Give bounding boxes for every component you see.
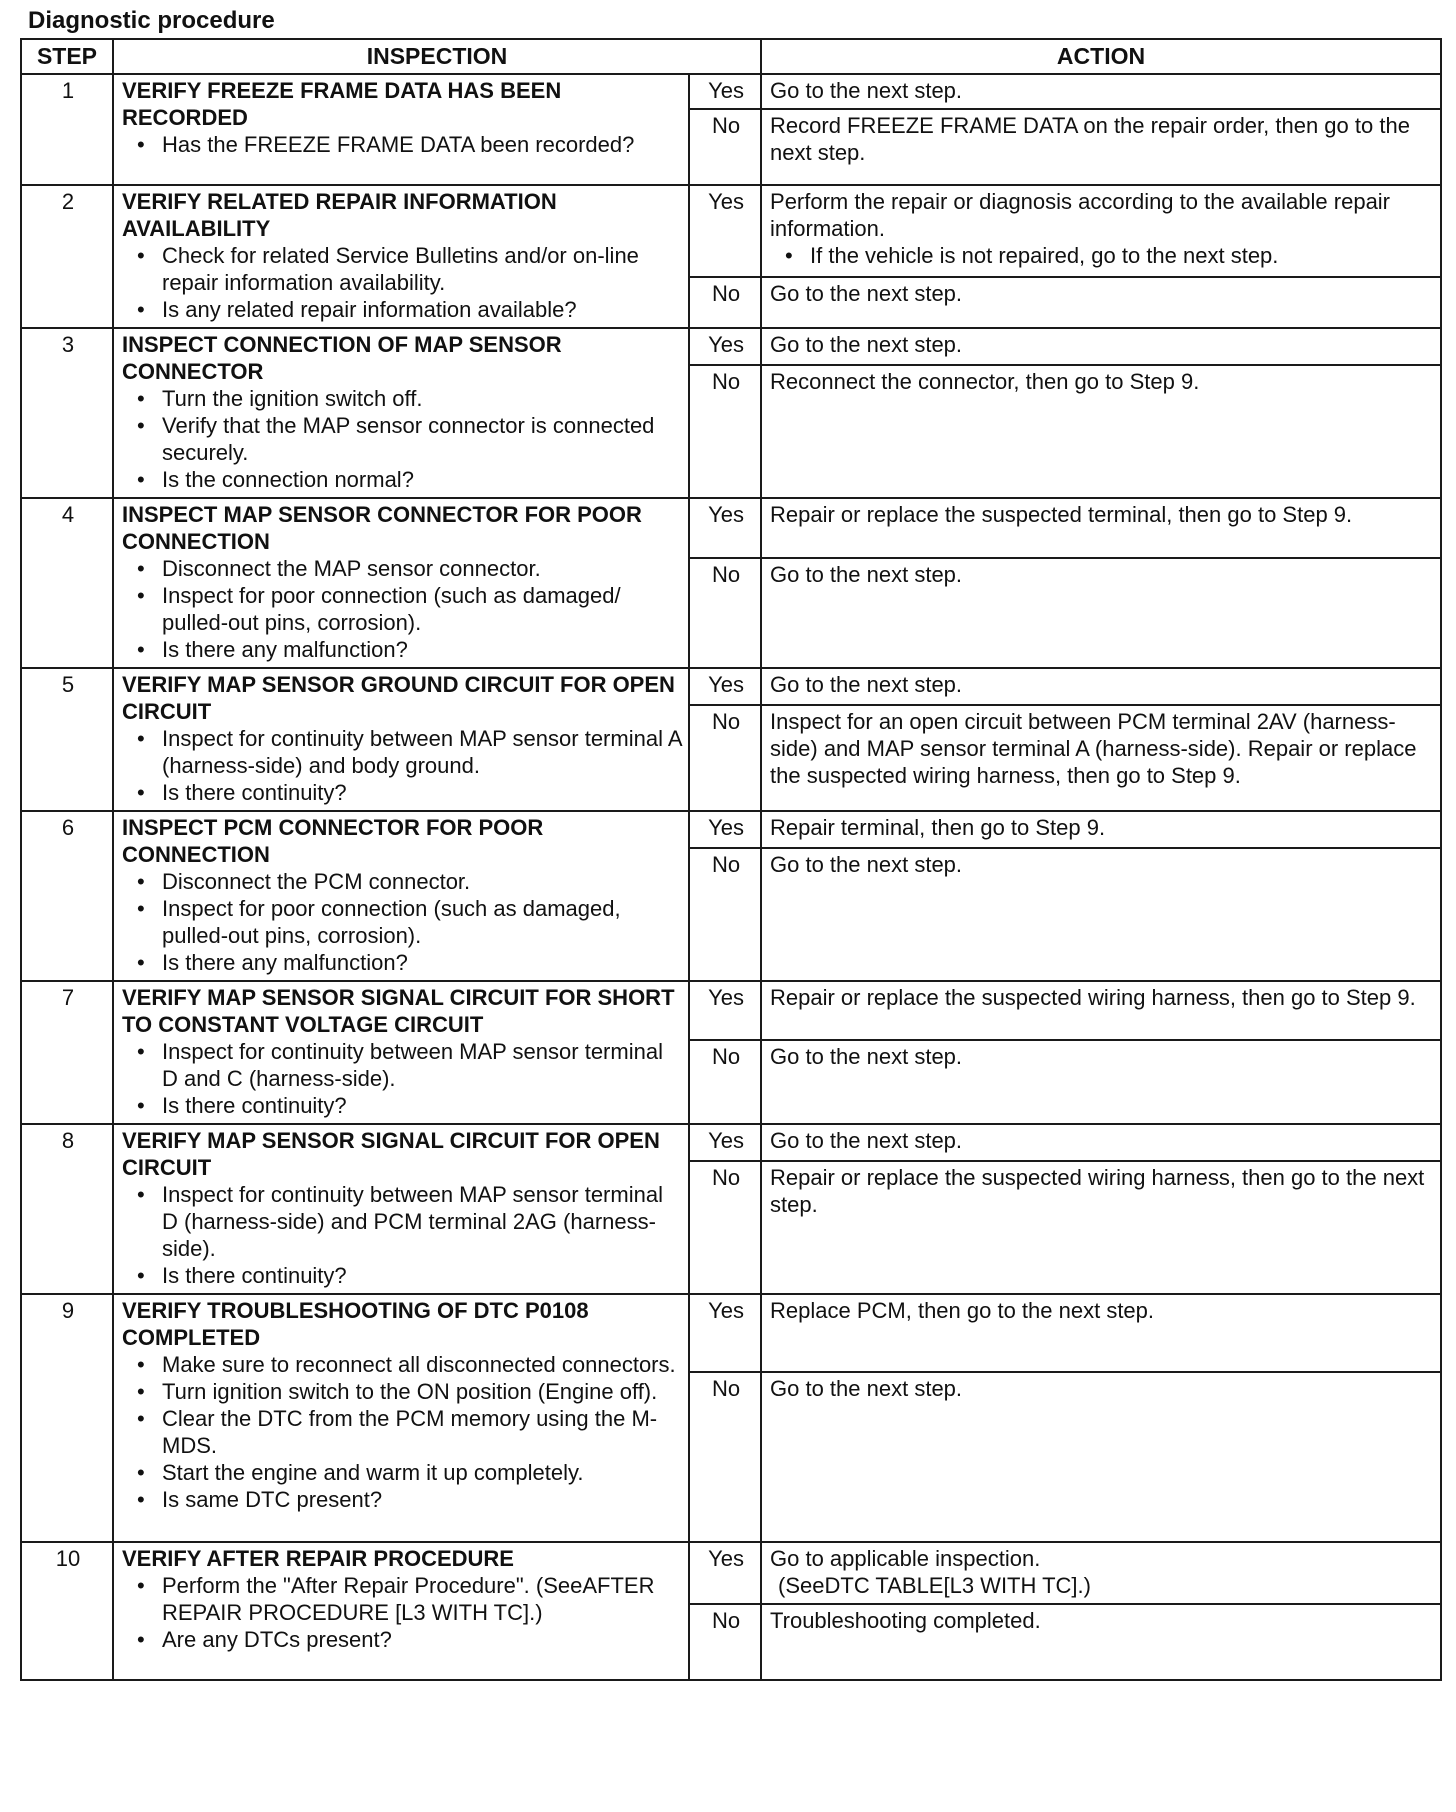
table-row [21,1542,1441,1604]
inspection-item: • Inspect for poor connection (such as damaged/ pulled-out pins, corrosion). [162,582,682,636]
inspection-list [122,868,682,976]
inspection-item: • Is there any malfunction? [162,636,682,663]
action-text: Reconnect the connector, then go to Step 9. [770,369,1200,395]
inspection-item: • Is there continuity? [162,1092,682,1119]
yes-label: Yes [689,1294,761,1372]
table-row [21,981,1441,1040]
no-label: No [689,558,761,668]
no-label: No [689,1604,761,1680]
inspection-item: • Disconnect the MAP sensor connector. [162,555,682,582]
inspection-cell [113,185,689,328]
no-label: No [689,365,761,498]
inspection-cell [113,668,689,811]
yes-label: Yes [689,185,761,277]
inspection-cell [113,981,689,1124]
step-number: 9 [21,1294,113,1542]
inspection-list [122,1572,682,1653]
action-text: Go to the next step. [770,562,963,588]
action-text: Repair terminal, then go to Step 9. [770,815,1106,840]
no-label: No [689,1161,761,1294]
action-text: Go to the next step. [770,672,963,697]
step-number: 6 [21,811,113,981]
step-number: 10 [21,1542,113,1680]
action-text: Replace PCM, then go to the next step. [770,1298,1155,1323]
action-text: Perform the repair or diagnosis according to the available repair information. [770,189,1391,241]
yes-label: Yes [689,328,761,365]
action-sublist [770,242,1434,269]
inspection-item: • Perform the "After Repair Procedure". (SeeAFTER REPAIR PROCEDURE [L3 WITH TC].) [162,1572,682,1626]
no-action [761,1372,1441,1542]
inspection-item: • Disconnect the PCM connector. [162,868,682,895]
table-row [21,1294,1441,1372]
action-text: Record FREEZE FRAME DATA on the repair order, then go to the next step. [770,113,1410,165]
yes-action [761,328,1441,365]
inspection-heading: VERIFY AFTER REPAIR PROCEDURE [122,1546,514,1571]
inspection-cell [113,498,689,668]
no-action [761,705,1441,811]
yes-action [761,185,1441,277]
inspection-list [122,242,682,323]
table-row [21,811,1441,848]
action-text: Inspect for an open circuit between PCM terminal 2AV (harness-side) and MAP sensor terminal A (harness-side). Repair or replace the suspected wiring harness, then go to Step 9. [770,709,1417,789]
table-row [21,668,1441,705]
action-text: Go to the next step. [770,332,963,357]
table-row [21,74,1441,109]
inspection-item: • Turn ignition switch to the ON position (Engine off). [162,1378,682,1405]
action-text: Go to applicable inspection. [770,1546,1041,1571]
yes-label: Yes [689,668,761,705]
inspection-heading: VERIFY RELATED REPAIR INFORMATION AVAILABILITY [122,189,557,241]
yes-action [761,1294,1441,1372]
no-action [761,109,1441,185]
inspection-heading: VERIFY MAP SENSOR SIGNAL CIRCUIT FOR SHORT TO CONSTANT VOLTAGE CIRCUIT [122,985,675,1037]
yes-label: Yes [689,74,761,109]
action-text: Repair or replace the suspected wiring harness, then go to the next step. [770,1165,1425,1218]
yes-action [761,1124,1441,1161]
inspection-item: • Inspect for continuity between MAP sensor terminal D (harness-side) and PCM terminal 2AG (harness-side). [162,1181,682,1262]
inspection-heading: INSPECT PCM CONNECTOR FOR POOR CONNECTION [122,815,544,867]
inspection-item: • Start the engine and warm it up completely. [162,1459,682,1486]
inspection-list [122,385,682,493]
action-text: Go to the next step. [770,78,963,103]
no-action [761,848,1441,981]
no-label: No [689,277,761,328]
action-text: Repair or replace the suspected terminal, then go to Step 9. [770,502,1353,527]
inspection-heading: VERIFY MAP SENSOR SIGNAL CIRCUIT FOR OPEN CIRCUIT [122,1128,660,1180]
header-action: ACTION [761,39,1441,74]
inspection-cell [113,1294,689,1542]
no-action [761,1604,1441,1680]
inspection-item: • Make sure to reconnect all disconnected connectors. [162,1351,682,1378]
table-row [21,328,1441,365]
yes-label: Yes [689,1542,761,1604]
inspection-item: • Is same DTC present? [162,1486,682,1513]
inspection-cell [113,811,689,981]
inspection-item: • Is there any malfunction? [162,949,682,976]
inspection-heading: VERIFY FREEZE FRAME DATA HAS BEEN RECORDED [122,78,562,130]
action-text: Repair or replace the suspected wiring harness, then go to Step 9. [770,985,1416,1010]
yes-action [761,668,1441,705]
no-label: No [689,848,761,981]
inspection-heading: VERIFY TROUBLESHOOTING OF DTC P0108 COMPLETED [122,1298,589,1350]
inspection-cell [113,74,689,185]
no-action [761,558,1441,668]
table-row [21,498,1441,558]
yes-action [761,498,1441,558]
inspection-item: • Check for related Service Bulletins and/or on-line repair information availability. [162,242,682,296]
inspection-item: • Has the FREEZE FRAME DATA been recorded? [162,131,682,158]
table-header-row [21,39,1441,74]
no-label: No [689,109,761,185]
inspection-cell [113,1542,689,1680]
inspection-list [122,1351,682,1513]
inspection-item: • Clear the DTC from the PCM memory using the M-MDS. [162,1405,682,1459]
inspection-heading: INSPECT CONNECTION OF MAP SENSOR CONNECTOR [122,332,562,384]
inspection-heading: INSPECT MAP SENSOR CONNECTOR FOR POOR CONNECTION [122,502,642,554]
no-label: No [689,1372,761,1542]
no-action [761,365,1441,498]
step-number: 5 [21,668,113,811]
yes-label: Yes [689,981,761,1040]
action-text: Troubleshooting completed. [770,1608,1041,1633]
table-row [21,185,1441,277]
no-action [761,277,1441,328]
inspection-item: • Is there continuity? [162,1262,682,1289]
inspection-item: • Is any related repair information available? [162,296,682,323]
inspection-list [122,1181,682,1289]
header-step: STEP [21,39,113,74]
step-number: 1 [21,74,113,185]
action-subitem: • If the vehicle is not repaired, go to the next step. [810,242,1434,269]
inspection-item: • Turn the ignition switch off. [162,385,682,412]
inspection-heading: VERIFY MAP SENSOR GROUND CIRCUIT FOR OPEN CIRCUIT [122,672,675,724]
yes-label: Yes [689,1124,761,1161]
step-number: 4 [21,498,113,668]
inspection-list [122,555,682,663]
step-number: 8 [21,1124,113,1294]
no-label: No [689,705,761,811]
yes-action [761,811,1441,848]
no-action [761,1161,1441,1294]
inspection-item: • Inspect for poor connection (such as damaged, pulled-out pins, corrosion). [162,895,682,949]
no-action [761,1040,1441,1124]
yes-action [761,74,1441,109]
table-row [21,1124,1441,1161]
diagnostic-table [20,38,1442,1681]
header-inspection: INSPECTION [113,39,761,74]
yes-label: Yes [689,498,761,558]
action-text: Go to the next step. [770,1044,963,1070]
inspection-cell [113,328,689,498]
inspection-item: • Verify that the MAP sensor connector is connected securely. [162,412,682,466]
yes-action [761,1542,1441,1604]
inspection-list [122,725,682,806]
inspection-list [122,131,682,158]
inspection-item: • Are any DTCs present? [162,1626,682,1653]
yes-action [761,981,1441,1040]
page-title: Diagnostic procedure [28,7,275,34]
table-body [21,74,1441,1680]
yes-label: Yes [689,811,761,848]
no-label: No [689,1040,761,1124]
inspection-item: • Inspect for continuity between MAP sensor terminal A (harness-side) and body ground. [162,725,682,779]
inspection-cell [113,1124,689,1294]
action-text: Go to the next step. [770,852,963,878]
step-number: 7 [21,981,113,1124]
step-number: 3 [21,328,113,498]
action-text: (SeeDTC TABLE[L3 WITH TC].) [778,1573,1091,1598]
inspection-item: • Is there continuity? [162,779,682,806]
inspection-item: • Inspect for continuity between MAP sensor terminal D and C (harness-side). [162,1038,682,1092]
inspection-list [122,1038,682,1119]
action-text: Go to the next step. [770,280,963,306]
action-text: Go to the next step. [770,1376,963,1401]
inspection-item: • Is the connection normal? [162,466,682,493]
step-number: 2 [21,185,113,328]
action-text: Go to the next step. [770,1128,963,1153]
